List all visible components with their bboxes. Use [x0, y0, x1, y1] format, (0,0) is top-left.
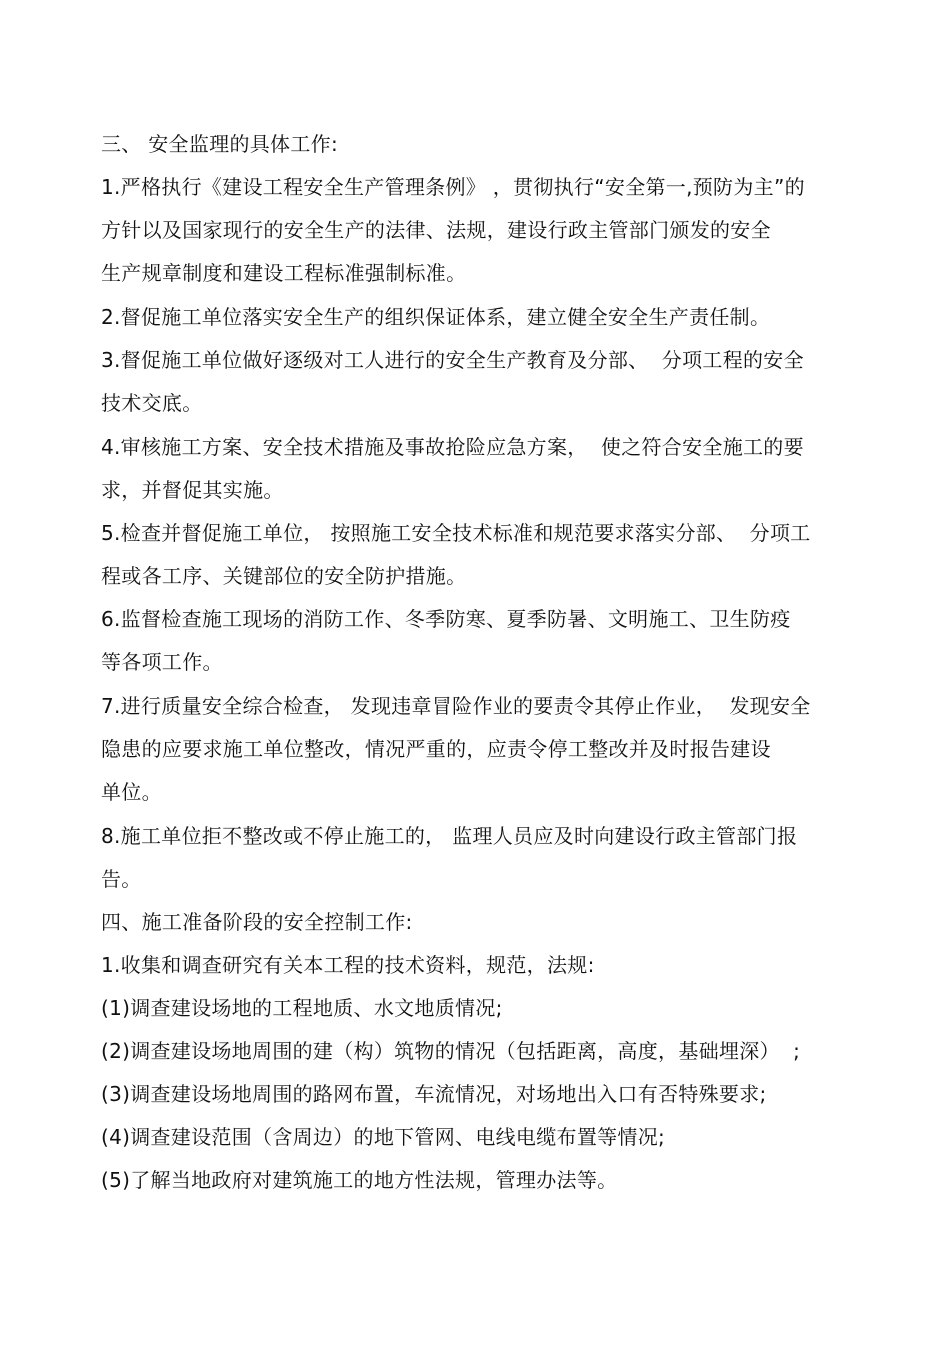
text-line: 隐患的应要求施工单位整改，情况严重的，应责令停工整改并及时报告建设 [101, 737, 771, 761]
text-line: 6.监督检查施工现场的消防工作、冬季防寒、夏季防暑、文明施工、卫生防疫 [101, 607, 791, 631]
text-line: 技术交底。 [101, 391, 203, 415]
section-heading-4: 四、施工准备阶段的安全控制工作: [101, 910, 413, 934]
list-item: (4)调查建设范围（含周边）的地下管网、电线电缆布置等情况; [101, 1125, 666, 1149]
text-line: 求，并督促其实施。 [101, 478, 284, 502]
text-line: 程或各工序、关键部位的安全防护措施。 [101, 564, 467, 588]
list-item: (5)了解当地政府对建筑施工的地方性法规，管理办法等。 [101, 1168, 618, 1192]
section-heading-3: 三、 安全监理的具体工作: [101, 132, 338, 156]
text-line: 1.收集和调查研究有关本工程的技术资料，规范，法规: [101, 953, 595, 977]
text-line: 7.进行质量安全综合检查， 发现违章冒险作业的要责令其停止作业， 发现安全 [101, 694, 811, 718]
text-line: 1.严格执行《建设工程安全生产管理条例》 ，贯彻执行“安全第一,预防为主”的 [101, 175, 805, 199]
text-line: 4.审核施工方案、安全技术措施及事故抢险应急方案， 使之符合安全施工的要 [101, 435, 804, 459]
text-line: 告。 [101, 867, 142, 891]
list-item: (1)调查建设场地的工程地质、水文地质情况; [101, 996, 503, 1020]
text-line: 等各项工作。 [101, 650, 223, 674]
text-line: 2.督促施工单位落实安全生产的组织保证体系，建立健全安全生产责任制。 [101, 305, 771, 329]
list-item: (3)调查建设场地周围的路网布置，车流情况，对场地出入口有否特殊要求; [101, 1082, 767, 1106]
text-line: 方针以及国家现行的安全生产的法律、法规，建设行政主管部门颁发的安全 [101, 218, 771, 242]
text-line: 3.督促施工单位做好逐级对工人进行的安全生产教育及分部、 分项工程的安全 [101, 348, 804, 372]
text-line: 8.施工单位拒不整改或不停止施工的， 监理人员应及时向建设行政主管部门报 [101, 824, 798, 848]
text-line: 生产规章制度和建设工程标准强制标准。 [101, 261, 467, 285]
text-line: 单位。 [101, 780, 162, 804]
list-item: (2)调查建设场地周围的建（构）筑物的情况（包括距离，高度，基础埋深） ; [101, 1039, 801, 1063]
text-line: 5.检查并督促施工单位， 按照施工安全技术标准和规范要求落实分部、 分项工 [101, 521, 811, 545]
